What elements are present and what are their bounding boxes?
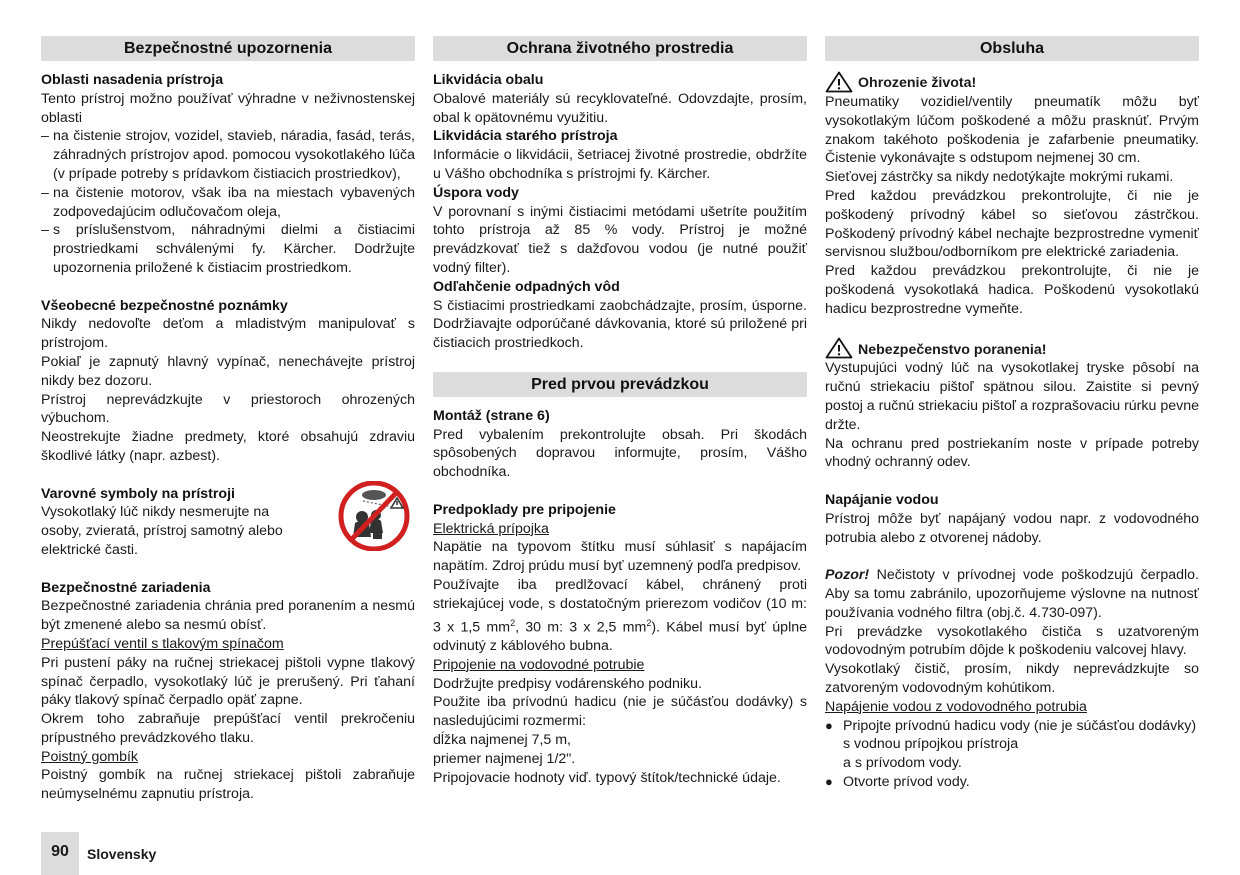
usage-intro: Tento prístroj možno používať výhradne v neživnostenskej oblasti bbox=[41, 90, 415, 126]
heading-water-saving: Úspora vody bbox=[433, 184, 519, 201]
danger-text: Pneumatiky vozidiel/ventily pneumatík môžu byť vysokotlakým lúčom poškodené a môžu prasknúť. Prvým znakom takéhoto poškodenia je zafarbenie pneumatiky. Čistenie vykonávajte s odstupom nejmenej 30 cm. bbox=[825, 94, 1199, 167]
danger-text: Pred každou prevádzkou prekontrolujte, či nie je poškodený prívodný kábel so sieťovou zástrčkou. Poškodený prívodný kábel nechajte bezprostredne vymeniť servisnou službou/odborníkom pre elektrické zariadenia. bbox=[825, 187, 1199, 261]
water-supply-text: Prístroj môže byť napájaný vodou napr. z vodovodného potrubia alebo z otvorenej nádoby. bbox=[825, 510, 1199, 546]
waste-water-text: S čistiacimi prostriedkami zaobchádzajte, prosím, úsporne. Dodržiavajte odporúčané dávkovania, ktoré sú priložené pri čistiacich prostriedkoch. bbox=[433, 297, 807, 352]
subheading-water-connection: Pripojenie na vodovodné potrubie bbox=[433, 656, 645, 673]
step-item: ● Otvorte prívod vody. bbox=[825, 773, 970, 790]
heading-old-device: Likvidácia starého prístroja bbox=[433, 128, 618, 145]
page-number: 90 bbox=[41, 832, 79, 875]
subheading-electrical: Elektrická prípojka bbox=[433, 520, 549, 537]
page-footer bbox=[41, 832, 156, 875]
danger-text: Sieťovej zástrčky sa nikdy nedotýkajte mokrými rukami. bbox=[825, 169, 1174, 186]
injury-text: Vystupujúci vodný lúč na vysokotlakej tryske pôsobí na ručnú striekaciu pištoľ spätnou silou. Zaistite si pevný postoj a ručnú striekaciu pištoľ a rozprašovaciu rúrku pevne držte. bbox=[825, 360, 1199, 433]
subheading-safety-catch: Poistný gombík bbox=[41, 748, 138, 765]
warning-injury-risk: Nebezpečenstvo poranenia! bbox=[825, 337, 1199, 359]
injury-text: Na ochranu pred postriekaním noste v prípade potreby vhodný ochranný odev. bbox=[825, 435, 1199, 471]
water-connection-line: dĺžka najmenej 7,5 m, bbox=[433, 732, 572, 749]
extension-cable-text: Používajte iba predlžovací kábel, chránený proti striekajúcej vode, s dostatočným prierezom vodičov (10 m: 3 x 1,5 $mm^2$, 30 m: 3 x 2,5 $mm^2$). Kábel musí byť úplne odvinutý z káblového bubna. bbox=[433, 576, 808, 655]
column-safety bbox=[41, 36, 415, 804]
packaging-text: Obalové materiály sú recyklovateľné. Odovzdajte, prosím, obal k opätovnému využitiu. bbox=[433, 90, 807, 126]
heading-waste-water: Odľahčenie odpadných vôd bbox=[433, 278, 620, 295]
usage-item: – na čistenie strojov, vozidel, stavieb, náradia, fasád, terás, záhradných prístrojov apod. pomocou vysokotlakého lúča (v prípade potreby s prídavkom čistiacich prostriedkov), bbox=[41, 128, 415, 182]
subheading-mains-water: Napájenie vodou z vodovodného potrubia bbox=[825, 698, 1087, 715]
water-supply-note: Pri prevádzke vysokotlakého čističa s uzatvoreným vodovodným potrubím dôjde k poškodeniu valcovej hlavy. bbox=[825, 623, 1199, 659]
step-item-continuation: a s prívodom vody. bbox=[843, 755, 962, 772]
heading-water-supply: Napájanie vodou bbox=[825, 491, 939, 508]
warning-symbol-row bbox=[41, 503, 415, 559]
warning-symbol-text: Vysokotlaký lúč nikdy nesmerujte na osoby, zvieratá, prístroj samotný alebo elektrické časti. bbox=[41, 504, 283, 558]
relief-valve-text: Pri pustení páky na ručnej striekacej pištoli vypne tlakový spínač čerpadlo, vysokotlaký lúč je prerušený. Pri ťahaní páky tlakový spínač čerpadlo opäť zapne. bbox=[41, 654, 415, 709]
usage-item: – s príslušenstvom, náhradnými dielmi a čistiacimi prostriedkami schválenými fy. Kärcher. Dodržujte upozornenia priložené k čistiacim prostriedkom. bbox=[41, 222, 415, 276]
language-label: Slovensky bbox=[87, 845, 157, 862]
no-spray-people-icon bbox=[333, 481, 415, 551]
subheading-relief-valve: Prepúšťací ventil s tlakovým spínačom bbox=[41, 635, 284, 652]
section-title-safety: Bezpečnostné upozornenia bbox=[41, 36, 415, 61]
water-connection-line: Dodržujte predpisy vodárenského podniku. bbox=[433, 675, 702, 692]
heading-connection-requirements: Predpoklady pre pripojenie bbox=[433, 501, 616, 518]
section-title-before-first-use: Pred prvou prevádzkou bbox=[433, 372, 807, 397]
general-note: Neostrekujte žiadne predmety, ktoré obsahujú zdraviu škodlivé látky (napr. azbest). bbox=[41, 429, 415, 464]
general-note: Pokiaľ je zapnutý hlavný vypínač, nenechávejte prístroj nikdy bez dozoru. bbox=[41, 353, 415, 389]
water-connection-line: Použite iba prívodnú hadicu (nie je súčásťou dodávky) s nasledujúcimi rozmermi: bbox=[433, 694, 807, 730]
water-saving-text: V porovnaní s inými čistiacimi metódami ušetríte použitím tohto prístroja až 85 % vody. Prístroj je možné prevádzkovať tiež s dažďovou vodou (je nutné použiť vodný filter). bbox=[433, 203, 807, 276]
heading-general-notes: Všeobecné bezpečnostné poznámky bbox=[41, 297, 288, 314]
water-connection-line: priemer najmenej 1/2". bbox=[433, 750, 576, 767]
water-connection-line: Pripojovacie hodnoty viď. typový štítok/technické údaje. bbox=[433, 769, 781, 786]
heading-usage-areas: Oblasti nasadenia prístroja bbox=[41, 72, 224, 88]
bullet-icon: ● bbox=[825, 717, 833, 733]
warning-danger-to-life: Ohrozenie života! bbox=[825, 71, 1199, 93]
section-title-environment: Ochrana životného prostredia bbox=[433, 36, 807, 61]
warning-triangle-icon bbox=[825, 337, 853, 359]
column-operation bbox=[825, 36, 1199, 792]
section-title-operation: Obsluha bbox=[825, 36, 1199, 61]
safety-devices-text: Bezpečnostné zariadenia chránia pred poranením a nesmú být zmenené alebo sa nesmú obísť. bbox=[41, 598, 415, 634]
bullet-icon: ● bbox=[825, 773, 833, 789]
caution-note: Pozor! Nečistoty v prívodnej vode poškodzujú čerpadlo. Aby sa tomu zabránilo, upozorňujeme výslovne na nutnosť používania vodného filtra (obj.č. 4.730-097). bbox=[825, 567, 1199, 621]
heading-warning-symbols: Varovné symboly na prístroji bbox=[41, 485, 235, 502]
heading-safety-devices: Bezpečnostné zariadenia bbox=[41, 579, 211, 596]
usage-item: – na čistenie motorov, však iba na miestach vybavených zodpovedajúcim odlučovačom oleja, bbox=[41, 184, 415, 220]
general-note: Nikdy nedovoľte deťom a mladistvým manipulovať s prístrojom. bbox=[41, 316, 415, 352]
relief-valve-text: Okrem toho zabraňuje prepúšťací ventil prekročeniu prípustného prevádzkového tlaku. bbox=[41, 711, 415, 746]
electrical-text: Napätie na typovom štítku musí súhlasiť s napájacím napätím. Zdroj prúdu musí byť uzemnený podľa predpisov. bbox=[433, 539, 807, 575]
warning-triangle-icon bbox=[825, 71, 853, 93]
water-supply-note: Vysokotlaký čistič, prosím, nikdy neprevádzkujte so zatvoreným vodovodným kohútikom. bbox=[825, 661, 1199, 696]
heading-assembly: Montáž (strane 6) bbox=[433, 407, 550, 424]
step-item: ● Pripojte prívodnú hadicu vody (nie je súčásťou dodávky) s vodnou prípojkou prístroja bbox=[825, 717, 1197, 753]
assembly-text: Pred vybalením prekontrolujte obsah. Pri škodách spôsobených dopravou informujte, prosím, Vášho obchodníka. bbox=[433, 426, 807, 481]
heading-packaging: Likvidácia obalu bbox=[433, 72, 544, 88]
column-environment bbox=[433, 36, 807, 787]
general-note: Prístroj neprevádzkujte v priestoroch ohrozených výbuchom. bbox=[41, 391, 415, 427]
danger-text: Pred každou prevádzkou prekontrolujte, či nie je poškodená vysokotlaká hadica. Poškodenú vysokotlakú hadicu bezprostredne vymeňte. bbox=[825, 263, 1199, 317]
safety-catch-text: Poistný gombík na ručnej striekacej pištoli zabraňuje neúmyselnému zapnutiu prístroja. bbox=[41, 767, 415, 803]
old-device-text: Informácie o likvidácii, šetriacej životné prostredie, obdržíte u Vášho obchodníka s prístrojmi fy. Kärcher. bbox=[433, 147, 807, 182]
